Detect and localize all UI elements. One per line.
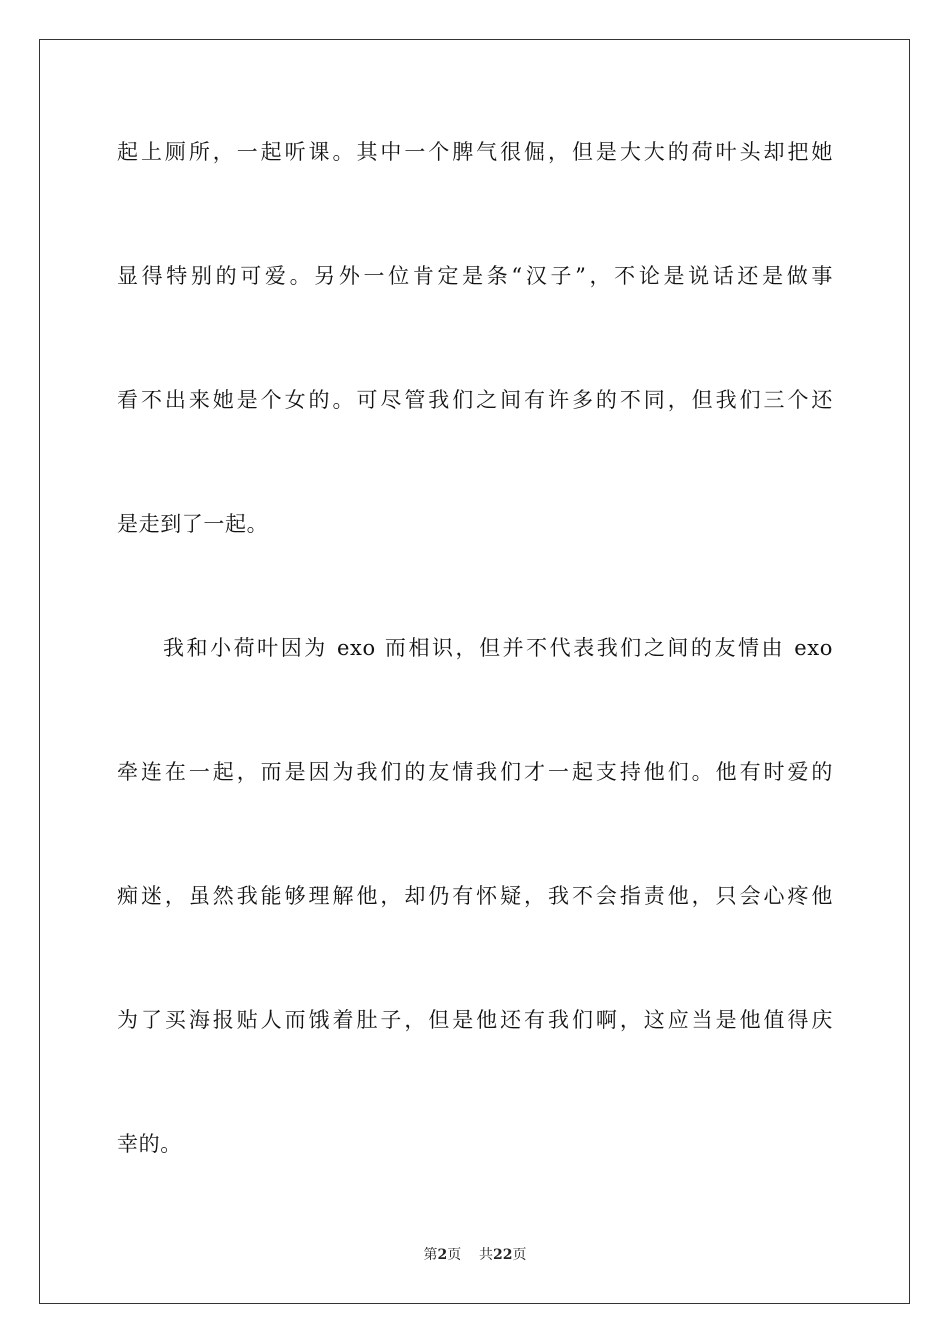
paragraph-2-line-5: 幸的。 (117, 1132, 182, 1156)
paragraph-1-line-3: 看不出来她是个女的。可尽管我们之间有许多的不同，但我们三个还 (117, 388, 833, 412)
page-border (39, 39, 910, 1304)
current-page-number: 2 (437, 1247, 448, 1263)
total-prefix: 共 (479, 1247, 494, 1263)
page-number-footer (0, 1245, 950, 1265)
paragraph-2-line-1: 我和小荷叶因为 exo 而相识，但并不代表我们之间的友情由 exo (163, 636, 833, 660)
page-suffix: 页 (447, 1247, 462, 1263)
total-pages-number: 22 (493, 1247, 513, 1263)
paragraph-1-line-1: 起上厕所，一起听课。其中一个脾气很倔，但是大大的荷叶头却把她 (117, 140, 833, 164)
paragraph-2-line-4: 为了买海报贴人而饿着肚子，但是他还有我们啊，这应当是他值得庆 (117, 1008, 833, 1032)
paragraph-2-line-3: 痴迷，虽然我能够理解他，却仍有怀疑，我不会指责他，只会心疼他 (117, 884, 833, 908)
paragraph-1-line-2: 显得特别的可爱。另外一位肯定是条“汉子”，不论是说话还是做事 (117, 264, 833, 288)
page-prefix: 第 (423, 1247, 438, 1263)
paragraph-2-line-2: 牵连在一起，而是因为我们的友情我们才一起支持他们。他有时爱的 (117, 760, 833, 784)
total-suffix: 页 (512, 1247, 527, 1263)
paragraph-1-line-4: 是走到了一起。 (117, 512, 269, 536)
